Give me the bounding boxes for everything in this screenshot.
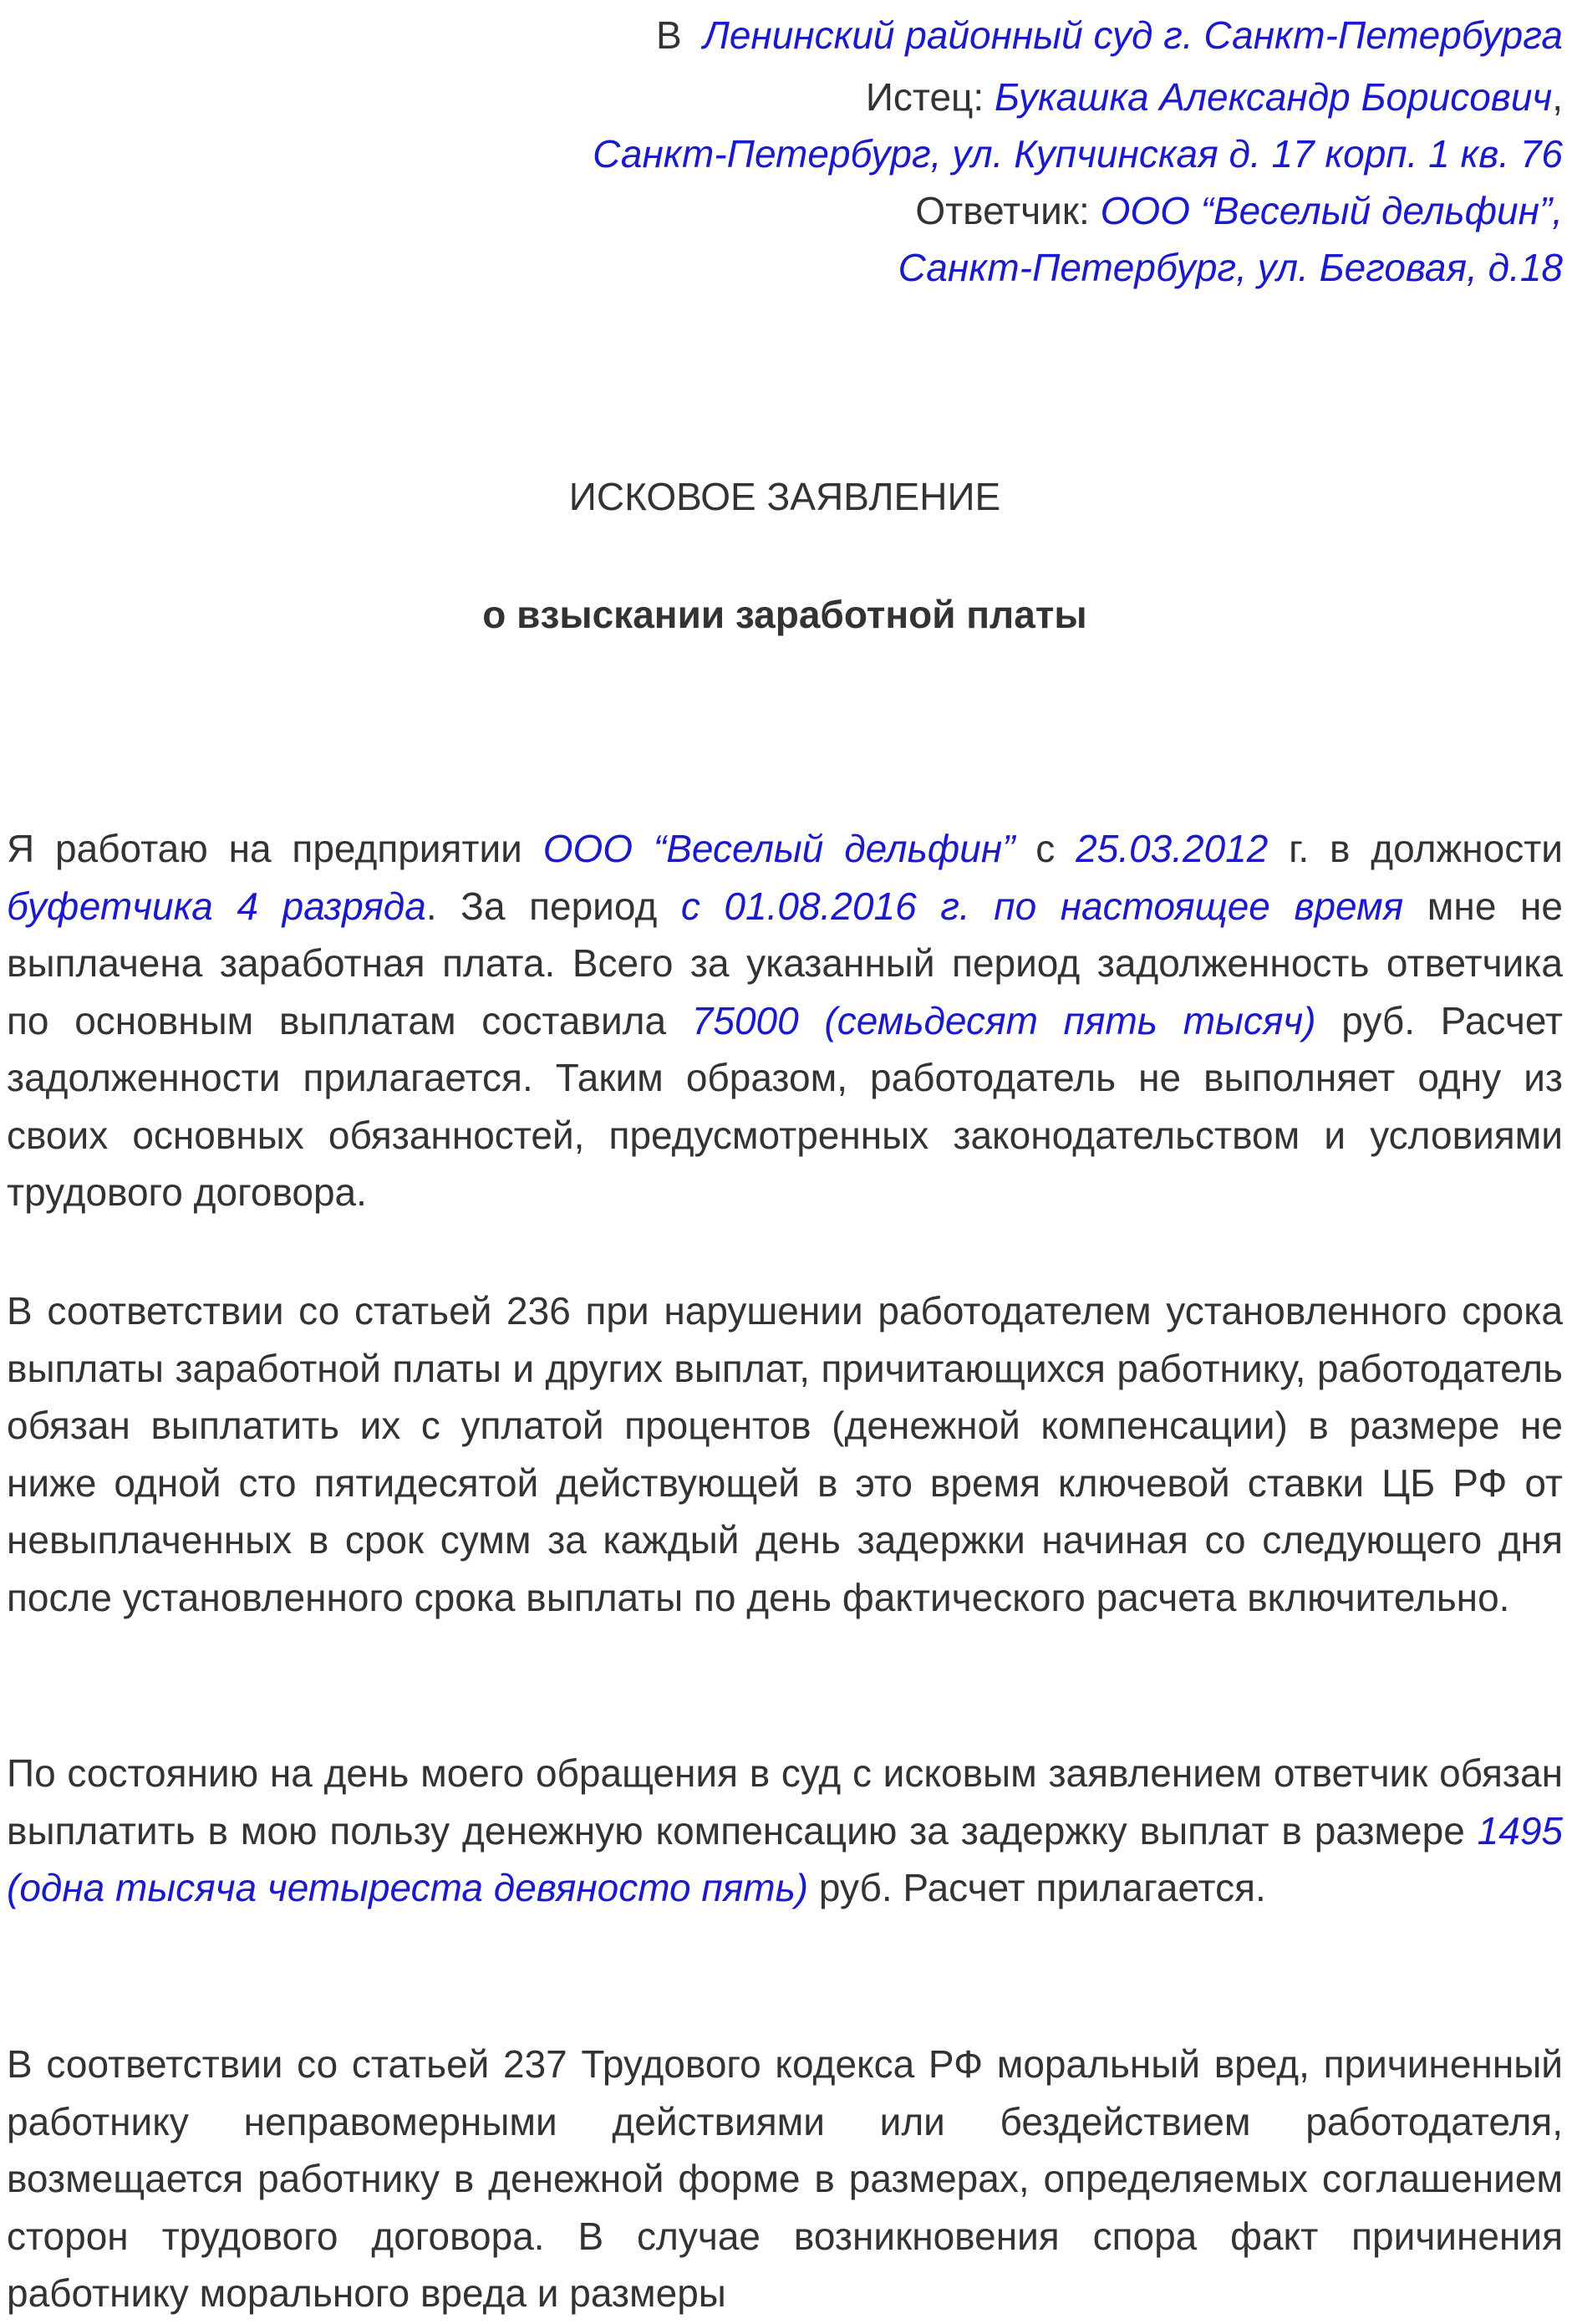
defendant-label: Ответчик: <box>915 189 1090 232</box>
paragraph-article-236: В соответствии со статьей 236 при нарушении работодателем установленного срока выплаты заработной платы и других выплат, причитающихся работнику, работодатель обязан выплатить их с уплатой процентов (денежной компенсации) в размере не ниже одной сто пятидесятой действующей в это время ключевой ставки ЦБ РФ от невыплаченных в срок сумм за каждый день задержки начиная со следующего дня после установленного срока выплаты по день фактического расчета включительно. <box>7 1289 1563 1619</box>
paragraph-article-237: В соответствии со статьей 237 Трудового кодекса РФ моральный вред, причиненный работнику неправомерными действиями или бездействием работодателя, возмещается работнику в денежной форме в размерах, определяемых соглашением сторон трудового договора. В случае возникновения спора факт причинения работнику морального вреда и размеры <box>7 2042 1563 2315</box>
court-line <box>656 7 1563 64</box>
document-title: ИСКОВОЕ ЗАЯВЛЕНИЕ <box>568 475 1001 518</box>
p3-text-2: руб. Расчет прилагается. <box>808 1866 1266 1909</box>
p1-text-6: руб. Расчет задолженности прилагается. Таким образом, работодатель не выполняет одну из своих основных обязанностей, предусмотренных законодательством и условиями трудового договора. <box>7 998 1563 1214</box>
plaintiff-address: Санкт-Петербург, ул. Купчинская д. 17 корп. 1 кв. 76 <box>593 132 1563 176</box>
defendant-address-line <box>898 239 1563 296</box>
p1-text-1: Я работаю на предприятии <box>7 827 543 870</box>
debt-amount: 75000 (семьдесят пять тысяч) <box>691 998 1316 1042</box>
paragraph-employment <box>7 820 1563 1221</box>
plaintiff-line <box>866 69 1563 125</box>
plaintiff-label: Истец: <box>865 75 984 119</box>
plaintiff-address-line <box>593 125 1563 182</box>
p1-text-4: . За период <box>425 884 681 928</box>
unpaid-period: с 01.08.2016 г. по настоящее время <box>680 884 1404 928</box>
start-date: 25.03.2012 <box>1076 827 1269 870</box>
p1-text-3: г. в должности <box>1268 827 1563 870</box>
document-subtitle: о взыскании заработной платы <box>482 593 1087 636</box>
p1-text-2: с <box>1015 827 1076 870</box>
plaintiff-name: Букашка Александр Борисович <box>994 75 1553 119</box>
paragraph-compensation <box>7 1745 1563 1917</box>
p3-text-1: По состоянию на день моего обращения в суд с исковым заявлением ответчик обязан выплатить в мою пользу денежную компенсацию за задержку выплат в размере <box>7 1751 1563 1853</box>
court-prefix: В <box>656 13 682 57</box>
company-name: ООО “Веселый дельфин” <box>542 827 1015 870</box>
defendant-line <box>915 182 1563 239</box>
defendant-address: Санкт-Петербург, ул. Беговая, д.18 <box>898 246 1563 289</box>
plaintiff-comma: , <box>1552 75 1563 119</box>
court-name: Ленинский районный суд г. Санкт-Петербурга <box>703 13 1563 57</box>
defendant-name: ООО “Веселый дельфин”, <box>1100 189 1563 232</box>
compensation-amount: 1495 (одна тысяча четыреста девяносто пять) <box>7 1808 1563 1909</box>
p1-text-5: мне не выплачена заработная плата. Всего за указанный период задолженность ответчика по основным выплатам составила <box>7 884 1563 1042</box>
job-position: буфетчика 4 разряда <box>7 884 426 928</box>
